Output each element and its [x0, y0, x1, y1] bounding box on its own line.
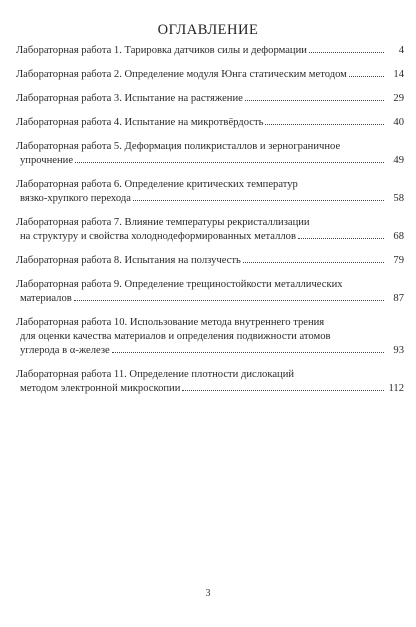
dot-leader [309, 52, 384, 53]
dot-leader [349, 76, 384, 77]
toc-page-number: 58 [393, 193, 404, 204]
toc-entry-text: Лабораторная работа 6. Определение критических температур [16, 179, 298, 190]
toc-entry-line [16, 278, 404, 292]
toc-title: ОГЛАВЛЕНИЕ [157, 22, 259, 38]
toc-entry-text: упрочнение [20, 155, 74, 166]
toc-page-number: 79 [393, 255, 404, 266]
dot-leader [182, 390, 384, 391]
toc-entry-text: на структуру и свойства холоднодеформированных металлов [20, 231, 296, 242]
toc-entry-line [16, 292, 404, 306]
toc-entry-text: вязко-хрупкого перехода [20, 193, 131, 204]
toc-page-number: 93 [393, 345, 404, 356]
page-number: 3 [205, 588, 211, 599]
toc-entry-line [16, 330, 404, 344]
toc-page-number: 112 [388, 383, 404, 394]
toc-entry-line [16, 382, 404, 396]
toc-entry-line [16, 140, 404, 154]
toc-entry-line [16, 68, 404, 82]
toc-entry [16, 316, 404, 358]
dot-leader [74, 300, 384, 301]
toc-entry-text: Лабораторная работа 11. Определение плотности дислокаций [16, 369, 295, 380]
dot-leader [245, 100, 384, 101]
toc-entry-line [16, 254, 404, 268]
toc-entry-line [16, 92, 404, 106]
toc-entry [16, 68, 404, 82]
toc-entry-text: Лабораторная работа 7. Влияние температуры рекристаллизации [16, 217, 310, 228]
toc-page-number: 4 [398, 45, 404, 56]
toc-entry-line [16, 216, 404, 230]
toc-entry-text: методом электронной микроскопии [20, 383, 181, 394]
toc-entry-line [16, 154, 404, 168]
toc-entry-text: Лабораторная работа 4. Испытание на микротвёрдость [16, 117, 264, 128]
toc-entry-text: Лабораторная работа 9. Определение трещиностойкости металлических [16, 279, 343, 290]
toc-entry-text: Лабораторная работа 10. Использование метода внутреннего трения [16, 317, 325, 328]
toc-entry-text: Лабораторная работа 1. Тарировка датчиков силы и деформации [16, 45, 307, 56]
toc-page-number: 68 [393, 231, 404, 242]
toc-entry-text: Лабораторная работа 8. Испытания на ползучесть [16, 255, 241, 266]
toc-page-number: 49 [393, 155, 404, 166]
toc-entry-line [16, 116, 404, 130]
toc-entry-text: Лабораторная работа 3. Испытание на растяжение [16, 93, 243, 104]
toc-entry-line [16, 44, 404, 58]
toc-entry [16, 116, 404, 130]
toc-page-number: 87 [393, 293, 404, 304]
toc-entry-line [16, 192, 404, 206]
toc-entry-line [16, 344, 404, 358]
toc-page-number: 40 [393, 117, 404, 128]
dot-leader [265, 124, 384, 125]
toc-entry-text: углерода в α-железе [20, 345, 110, 356]
toc-entry [16, 254, 404, 268]
toc-page-number: 14 [393, 69, 404, 80]
dot-leader [112, 352, 384, 353]
toc-entry-text: Лабораторная работа 5. Деформация поликристаллов и зернограничное [16, 141, 341, 152]
toc-entry-line [16, 178, 404, 192]
toc-entry-line [16, 230, 404, 244]
dot-leader [243, 262, 384, 263]
toc-entry [16, 92, 404, 106]
dot-leader [133, 200, 384, 201]
toc-entry [16, 368, 404, 396]
toc-entry-text: материалов [20, 293, 72, 304]
toc-list [16, 44, 404, 406]
toc-entry [16, 140, 404, 168]
dot-leader [75, 162, 384, 163]
toc-entry-line [16, 316, 404, 330]
toc-entry [16, 44, 404, 58]
toc-page-number: 29 [393, 93, 404, 104]
toc-entry-line [16, 368, 404, 382]
toc-entry-text: Лабораторная работа 2. Определение модуля Юнга статическим методом [16, 69, 347, 80]
toc-entry-text: для оценки качества материалов и определения подвижности атомов [20, 331, 331, 342]
toc-entry [16, 178, 404, 206]
toc-entry [16, 278, 404, 306]
dot-leader [298, 238, 384, 239]
toc-entry [16, 216, 404, 244]
